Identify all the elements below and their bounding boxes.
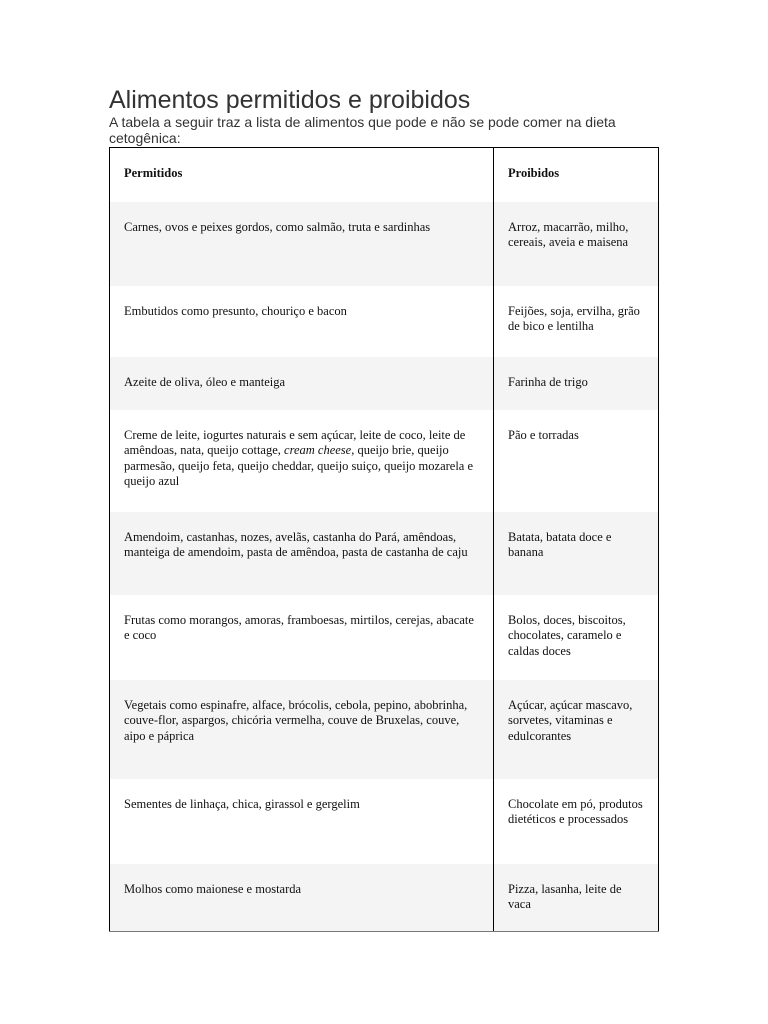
table-row	[110, 512, 659, 595]
header-allowed: Permitidos	[110, 148, 494, 202]
page-title: Alimentos permitidos e proibidos	[109, 86, 471, 114]
table-row	[110, 202, 659, 286]
forbidden-cell: Chocolate em pó, produtos dietéticos e processados	[508, 796, 643, 826]
allowed-cell: Vegetais como espinafre, alface, brócolis, cebola, pepino, abobrinha, couve-flor, aspargos, chicória vermelha, couve de Bruxelas, couve, aipo e páprica	[110, 680, 494, 779]
forbidden-cell: Açúcar, açúcar mascavo, sorvetes, vitaminas e edulcorantes	[494, 680, 659, 779]
table-row	[110, 595, 659, 680]
allowed-cell: Embutidos como presunto, chouriço e bacon	[110, 286, 494, 357]
allowed-cell: Carnes, ovos e peixes gordos, como salmão, truta e sardinhas	[110, 202, 494, 286]
allowed-cell: Amendoim, castanhas, nozes, avelãs, castanha do Pará, amêndoas, manteiga de amendoim, pasta de amêndoa, pasta de castanha de caju	[110, 512, 494, 595]
table-row	[110, 410, 659, 512]
allowed-text-part: , queijo brie, queijo parmesão, queijo feta, queijo cheddar, queijo suiço, queijo mozarela e queijo azul	[124, 443, 474, 488]
header-forbidden: Proibidos	[508, 166, 560, 180]
intro-text: A tabela a seguir traz a lista de alimentos que pode e não se pode comer na dieta cetogênica:	[109, 114, 616, 146]
forbidden-cell: Bolos, doces, biscoitos, chocolates, caramelo e caldas doces	[508, 612, 626, 658]
forbidden-cell: Pão e torradas	[508, 427, 579, 442]
table-row	[110, 286, 659, 357]
allowed-cell: Azeite de oliva, óleo e manteiga	[110, 357, 494, 410]
table-row	[110, 864, 659, 932]
allowed-cell: Molhos como maionese e mostarda	[110, 864, 494, 932]
table-row	[110, 357, 659, 410]
allowed-text-part: Creme de leite, iogurtes naturais e sem açúcar, leite de coco, leite de amêndoas, nata, queijo cottage,	[124, 427, 466, 457]
table-row	[110, 680, 659, 779]
forbidden-cell: Farinha de trigo	[494, 357, 659, 410]
allowed-cell	[110, 410, 494, 512]
foods-table	[109, 147, 659, 932]
allowed-italic-text: cream cheese	[284, 443, 352, 457]
allowed-cell: Frutas como morangos, amoras, framboesas, mirtilos, cerejas, abacate e coco	[110, 595, 494, 680]
forbidden-cell: Batata, batata doce e banana	[494, 512, 659, 595]
table-row	[110, 779, 659, 864]
table-header-row	[110, 148, 659, 202]
allowed-cell: Sementes de linhaça, chica, girassol e gergelim	[110, 779, 494, 864]
forbidden-cell: Feijões, soja, ervilha, grão de bico e lentilha	[508, 303, 640, 333]
forbidden-cell: Pizza, lasanha, leite de vaca	[494, 864, 659, 932]
forbidden-cell: Arroz, macarrão, milho, cereais, aveia e maisena	[494, 202, 659, 286]
